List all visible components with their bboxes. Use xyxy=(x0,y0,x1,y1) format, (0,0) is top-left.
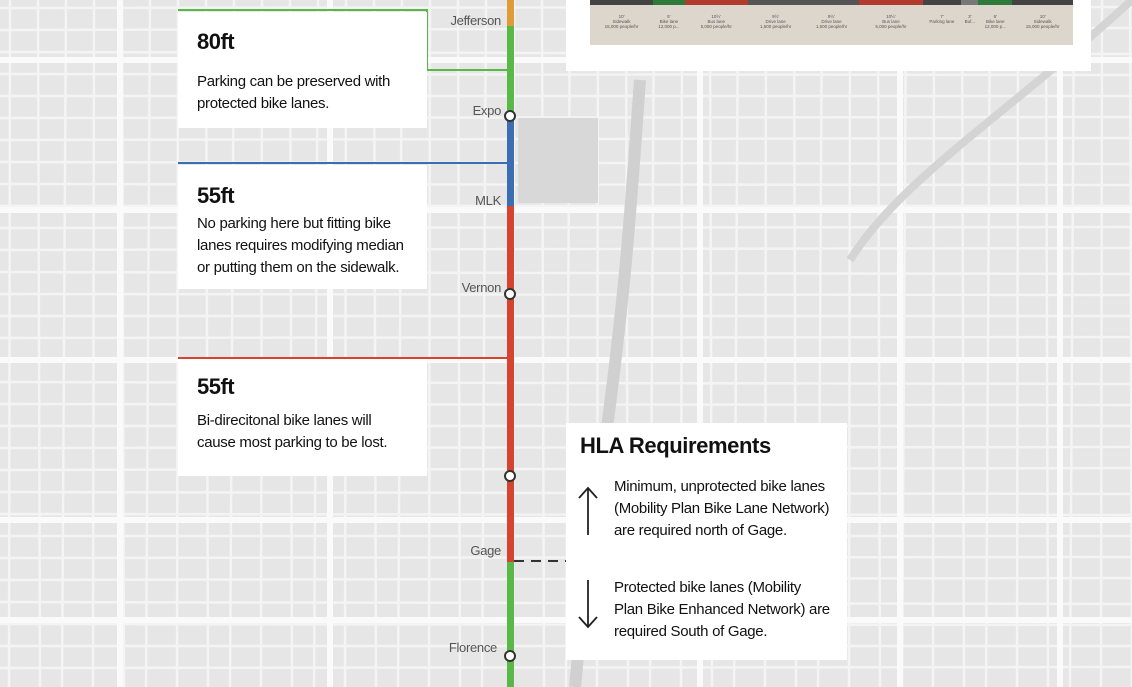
cross-section-lane xyxy=(653,0,685,45)
park-block xyxy=(518,118,598,203)
lane-label: 5' Bike lane 12,000 p... xyxy=(658,14,680,29)
cross-section-lane xyxy=(590,0,653,45)
lane-color xyxy=(923,0,962,5)
cross-section-lane xyxy=(804,0,860,45)
hla-title: HLA Requirements xyxy=(580,433,771,458)
lane-label: 7' Parking lane xyxy=(929,14,955,24)
lane-label: 10' Sidewalk 15,000 people/hr xyxy=(1025,14,1060,29)
station-label-florence: Florence xyxy=(448,640,497,655)
arrow-down-icon xyxy=(576,578,600,630)
lane-color xyxy=(859,0,922,5)
lane-label: 10½' Bus lane 5,000 people/hr xyxy=(875,14,907,29)
lane-color xyxy=(1012,0,1073,5)
lane-label: 10½' Bus lane 5,000 people/hr xyxy=(700,14,732,29)
segment-description: Parking can be preserved with protected bike lanes. xyxy=(197,73,391,112)
segment-description: No parking here but fitting bike lanes requires modifying median or putting them on the sidewalk. xyxy=(197,215,404,276)
lane-color xyxy=(653,0,685,5)
route-segment-green xyxy=(507,26,514,116)
cross-section-lane xyxy=(978,0,1012,45)
cross-section-lane xyxy=(961,0,978,45)
station-dot-vernon xyxy=(505,289,515,299)
segment-description: Bi-direcitonal bike lanes will cause most parking to be lost. xyxy=(197,412,388,451)
lane-color xyxy=(685,0,748,5)
segment-card-2 xyxy=(178,165,427,289)
segment-width: 55ft xyxy=(197,183,235,208)
cross-section-lane xyxy=(685,0,748,45)
hla-requirements-card xyxy=(566,423,847,660)
station-dot-slauson xyxy=(505,471,515,481)
segment-card-1 xyxy=(178,12,427,128)
station-label-expo: Expo xyxy=(472,103,501,118)
cross-section-diagram xyxy=(590,0,1073,45)
segment-width: 80ft xyxy=(197,29,235,54)
lane-color xyxy=(978,0,1012,5)
lane-label: 6' Bike lane 12,000 p... xyxy=(984,14,1006,29)
lane-label: 9½' Drive lane 1,500 people/hr xyxy=(815,14,848,29)
lane-color xyxy=(961,0,978,5)
lane-color xyxy=(804,0,860,5)
route-segment-red xyxy=(507,206,514,562)
station-label-mlk: MLK xyxy=(475,193,501,208)
lane-color xyxy=(590,0,653,5)
station-label-vernon: Vernon xyxy=(461,280,501,295)
station-dot-expo xyxy=(505,111,515,121)
lane-label: 9½' Drive lane 1,500 people/hr xyxy=(760,14,792,29)
station-label-gage: Gage xyxy=(470,543,501,558)
segment-width: 55ft xyxy=(197,374,235,399)
station-dot-florence xyxy=(505,651,515,661)
segment-card-3 xyxy=(178,360,427,476)
arrow-up-icon xyxy=(576,485,600,537)
lane-label: 10' Sidewalk 15,000 people/hr xyxy=(604,14,639,29)
hla-north-text: Minimum, unprotected bike lanes (Mobility Plan Bike Lane Network) are required north of Gage. xyxy=(614,478,830,539)
route-segment-green-south xyxy=(507,562,514,687)
lane-label: 3' Buf... xyxy=(964,14,976,24)
route-segment-orange xyxy=(507,0,514,26)
cross-section-lane xyxy=(748,0,804,45)
cross-section-lane xyxy=(923,0,962,45)
hla-south-text: Protected bike lanes (Mobility Plan Bike Enhanced Network) are required South of Gage. xyxy=(614,579,830,640)
cross-section-lane xyxy=(1012,0,1073,45)
cross-section-lane xyxy=(859,0,922,45)
lane-color xyxy=(748,0,804,5)
cross-section-card xyxy=(566,0,1091,71)
station-label-jefferson: Jefferson xyxy=(450,13,501,28)
route-segment-blue xyxy=(507,116,514,206)
